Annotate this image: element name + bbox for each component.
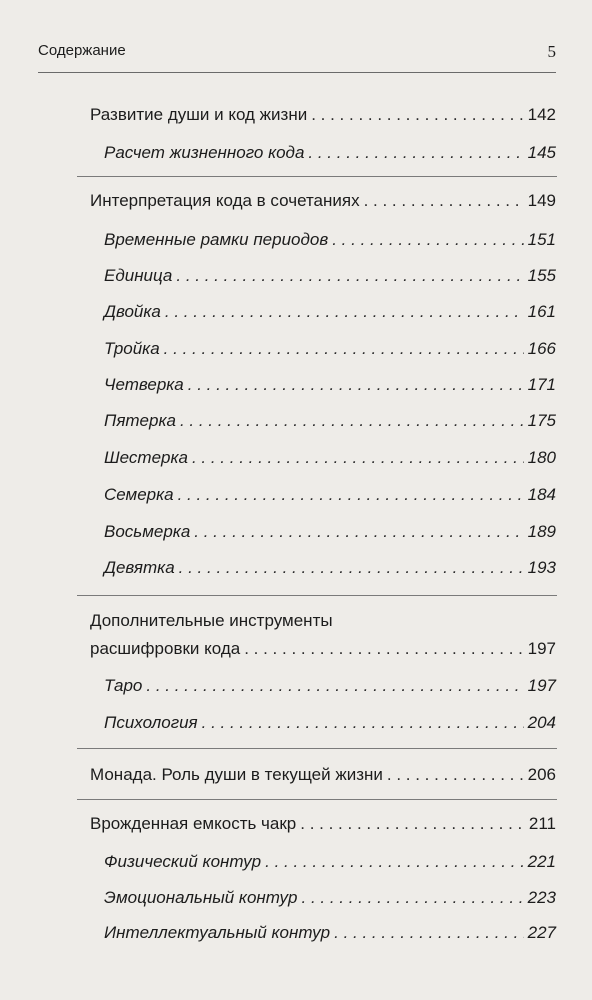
toc-entry: [90, 764, 556, 786]
section-divider: [77, 748, 557, 749]
toc-subentry-page: 161: [527, 302, 556, 321]
toc-subentry-label: Девятка: [104, 558, 175, 577]
section-divider: [77, 176, 557, 177]
toc-subentry: [104, 265, 556, 287]
toc-subentry: [104, 229, 556, 251]
toc-subentry-label: Четверка: [104, 375, 184, 394]
leader-dots: [311, 104, 523, 126]
toc-subentry-page: 189: [527, 522, 556, 541]
toc-subentry: [104, 301, 556, 323]
toc-subentry-label: Эмоциональный контур: [104, 888, 298, 907]
toc-subentry: [104, 374, 556, 396]
header-rule: [38, 72, 556, 73]
toc-subentry-page: 204: [527, 713, 556, 732]
toc-subentry-page: 180: [527, 448, 556, 467]
toc-subentry-page: 227: [527, 923, 556, 942]
toc-subentry-label: Таро: [104, 676, 143, 695]
toc-subentry: [104, 447, 556, 469]
leader-dots: [188, 374, 524, 396]
toc-subentry-label: Двойка: [104, 302, 161, 321]
toc-entry-label: Интерпретация кода в сочетаниях: [90, 191, 360, 210]
leader-dots: [176, 265, 523, 287]
toc-subentry-label: Физический контур: [104, 852, 262, 871]
toc-subentry-page: 223: [527, 888, 556, 907]
toc-subentry: [104, 922, 556, 944]
toc-subentry: [104, 675, 556, 697]
header-title: Содержание: [38, 42, 126, 59]
toc-entry-page: 197: [527, 639, 556, 658]
toc-entry: [90, 190, 556, 212]
section-divider: [77, 595, 557, 596]
toc-subentry-label: Расчет жизненного кода: [104, 143, 305, 162]
leader-dots: [146, 675, 523, 697]
toc-entry: [90, 813, 556, 835]
leader-dots: [332, 229, 523, 251]
toc-subentry: [104, 521, 556, 543]
toc-subentry-page: 221: [527, 852, 556, 871]
leader-dots: [165, 301, 524, 323]
toc-subentry: [104, 887, 556, 909]
toc-entry-label: Развитие души и код жизни: [90, 105, 308, 124]
leader-dots: [300, 813, 525, 835]
toc-subentry-label: Временные рамки периодов: [104, 230, 329, 249]
toc-subentry-page: 184: [527, 485, 556, 504]
toc-subentry-label: Семерка: [104, 485, 174, 504]
section-divider: [77, 799, 557, 800]
toc-entry-page: 149: [527, 191, 556, 210]
leader-dots: [308, 142, 523, 164]
toc-subentry-page: 175: [527, 411, 556, 430]
leader-dots: [364, 190, 524, 212]
toc-subentry-page: 166: [527, 339, 556, 358]
toc-subentry: [104, 410, 556, 432]
leader-dots: [387, 764, 524, 786]
leader-dots: [180, 410, 524, 432]
toc-subentry-page: 197: [527, 676, 556, 695]
toc-subentry: [104, 712, 556, 734]
toc-entry-label: расшифровки кода: [90, 639, 241, 658]
leader-dots: [194, 521, 523, 543]
toc-entry: [90, 104, 556, 126]
toc-subentry-label: Тройка: [104, 339, 160, 358]
toc-entry-label-line1: Дополнительные инструменты: [90, 611, 333, 630]
leader-dots: [334, 922, 524, 944]
toc-entry-page: 142: [527, 105, 556, 124]
leader-dots: [302, 887, 524, 909]
toc-entry-page: 206: [527, 765, 556, 784]
leader-dots: [244, 638, 523, 660]
toc-subentry-label: Интеллектуальный контур: [104, 923, 331, 942]
toc-subentry: [104, 851, 556, 873]
toc-subentry-label: Пятерка: [104, 411, 176, 430]
toc-subentry-page: 171: [527, 375, 556, 394]
leader-dots: [265, 851, 523, 873]
toc-subentry-page: 151: [527, 230, 556, 249]
leader-dots: [192, 447, 524, 469]
toc-subentry-page: 145: [527, 143, 556, 162]
toc-subentry-page: 193: [527, 558, 556, 577]
toc-subentry-label: Шестерка: [104, 448, 188, 467]
toc-entry-page: 211: [528, 814, 556, 833]
toc-subentry-label: Психология: [104, 713, 198, 732]
leader-dots: [164, 338, 524, 360]
toc-subentry: [104, 557, 556, 579]
toc-subentry: [104, 142, 556, 164]
toc-subentry-label: Восьмерка: [104, 522, 191, 541]
toc-subentry-label: Единица: [104, 266, 173, 285]
toc-subentry: [104, 338, 556, 360]
leader-dots: [202, 712, 524, 734]
leader-dots: [179, 557, 524, 579]
leader-dots: [178, 484, 524, 506]
toc-subentry: [104, 484, 556, 506]
toc-subentry-page: 155: [527, 266, 556, 285]
toc-entry-label: Монада. Роль души в текущей жизни: [90, 765, 383, 784]
toc-entry-label: Врожденная емкость чакр: [90, 814, 297, 833]
toc-entry: [90, 638, 556, 660]
header-page-number: 5: [547, 42, 556, 61]
